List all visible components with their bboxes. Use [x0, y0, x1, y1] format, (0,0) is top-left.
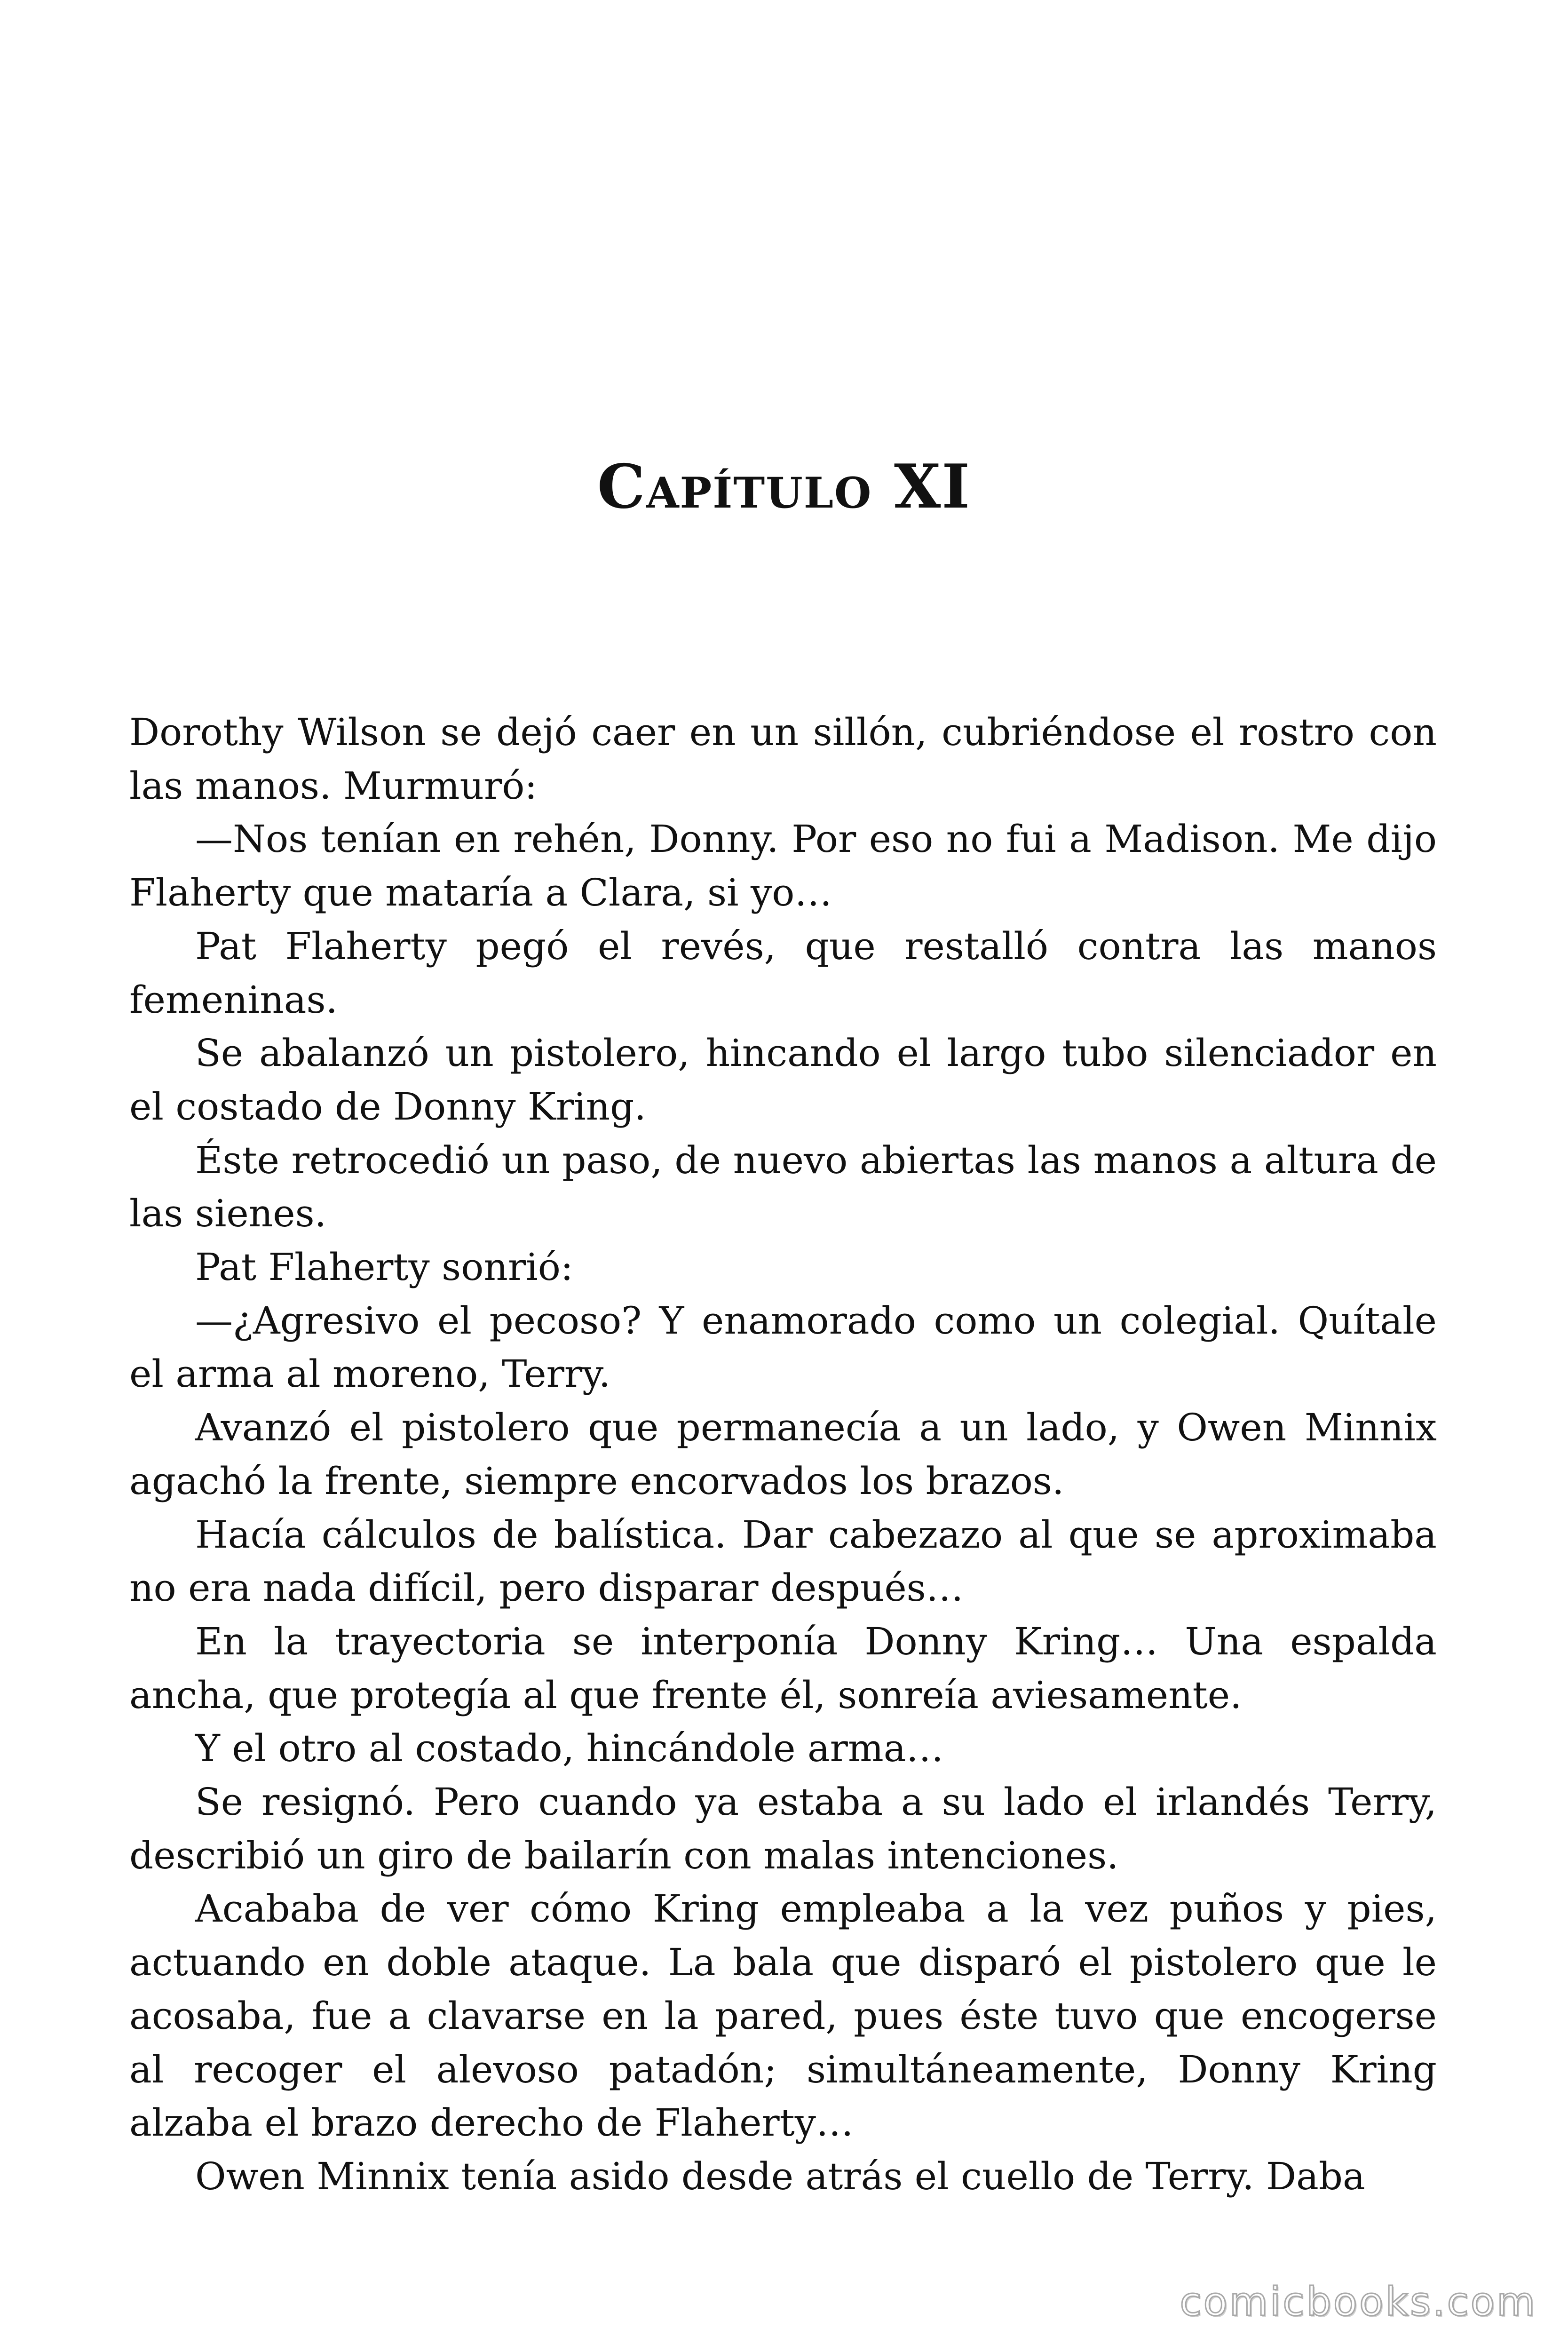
- paragraph: Acababa de ver cómo Kring empleaba a la vez puños y pies, actuando en doble ataque. La bala que disparó el pistolero que le acosaba, fue a clavarse en la pared, pues éste tuvo que encogerse al recoger el alevoso patadón; simultáneamente, Donny Kring alzaba el brazo derecho de Flaherty…: [129, 1887, 1437, 2145]
- paragraph: Éste retrocedió un paso, de nuevo abiertas las manos a altura de las sienes.: [129, 1138, 1437, 1236]
- paragraph: Hacía cálculos de balística. Dar cabezazo al que se aproximaba no era nada difícil, pero disparar después…: [129, 1512, 1437, 1610]
- paragraph: Y el otro al costado, hincándole arma…: [195, 1726, 944, 1771]
- paragraph: Pat Flaherty sonrió:: [195, 1245, 573, 1289]
- chapter-title: Capítulo XI: [597, 452, 971, 522]
- paragraph: Se resignó. Pero cuando ya estaba a su lado el irlandés Terry, describió un giro de bailarín con malas intenciones.: [129, 1780, 1437, 1877]
- paragraph: Owen Minnix tenía asido desde atrás el cuello de Terry. Daba: [195, 2154, 1365, 2198]
- paragraph: Pat Flaherty pegó el revés, que restalló contra las manos femeninas.: [129, 924, 1437, 1022]
- watermark: comicbooks.com: [1180, 2279, 1537, 2325]
- paragraph: —¿Agresivo el pecoso? Y enamorado como un colegial. Quítale el arma al moreno, Terry.: [129, 1298, 1437, 1396]
- chapter-body: [129, 706, 1437, 2203]
- paragraph: —Nos tenían en rehén, Donny. Por eso no fui a Madison. Me dijo Flaherty que mataría a Clara, si yo…: [129, 817, 1437, 915]
- paragraph: Se abalanzó un pistolero, hincando el largo tubo silenciador en el costado de Donny Kring.: [129, 1031, 1437, 1128]
- paragraph: Dorothy Wilson se dejó caer en un sillón, cubriéndose el rostro con las manos. Murmuró:: [129, 710, 1437, 808]
- paragraph: En la trayectoria se interponía Donny Kring… Una espalda ancha, que protegía al que frente él, sonreía aviesamente.: [129, 1619, 1437, 1717]
- paragraph: Avanzó el pistolero que permanecía a un lado, y Owen Minnix agachó la frente, siempre encorvados los brazos.: [129, 1406, 1437, 1503]
